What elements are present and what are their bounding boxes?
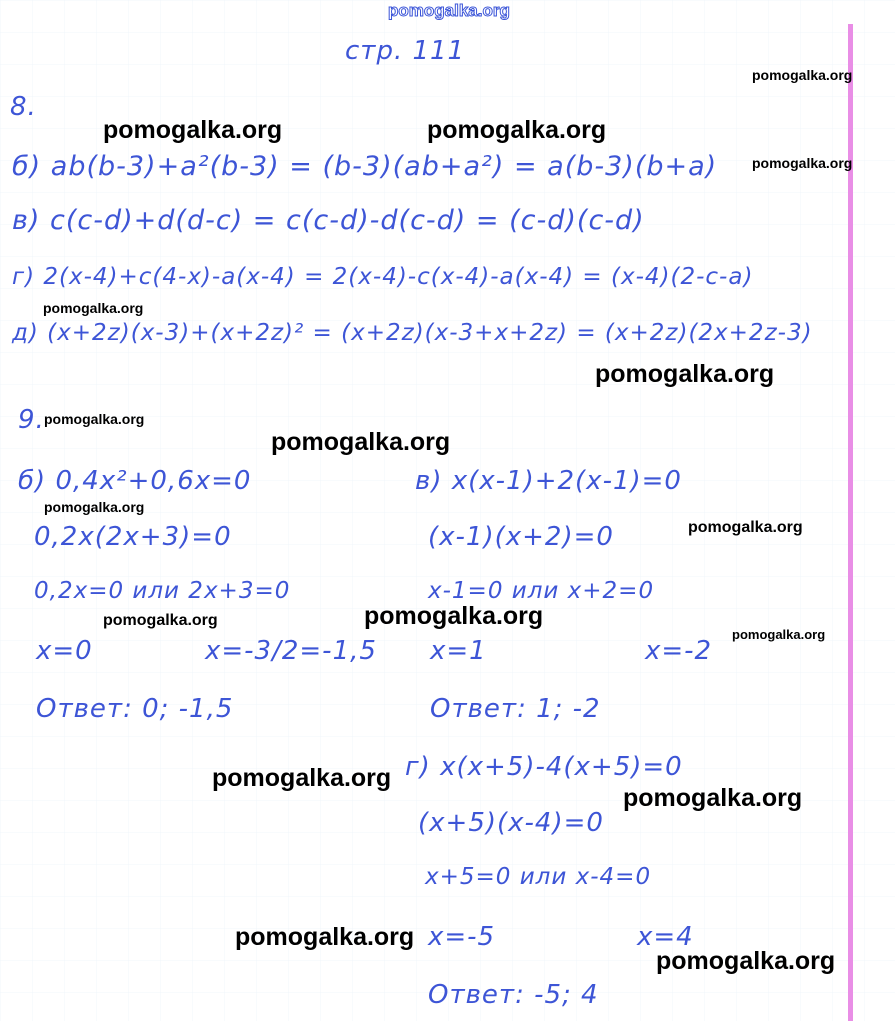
task9b-root-1: x=0 [36,636,93,666]
watermark: pomogalka.org [732,627,826,642]
task9v-line-3: x-1=0 или x+2=0 [428,578,655,604]
watermark: pomogalka.org [427,116,607,144]
task9g-line-1: г) x(x+5)-4(x+5)=0 [405,752,683,782]
task9g-root-1: x=-5 [428,922,496,952]
site-logo: pomogalka.org [388,1,510,20]
watermark: pomogalka.org [44,499,145,515]
watermark: pomogalka.org [623,784,803,812]
watermark: pomogalka.org [103,612,218,629]
watermark: pomogalka.org [364,602,544,630]
watermark: pomogalka.org [271,428,451,456]
task8-number: 8. [10,92,37,122]
task9b-answer: Ответ: 0; -1,5 [36,694,234,724]
watermark: pomogalka.org [688,519,803,536]
task8-line-v: в) c(c-d)+d(d-c) = c(c-d)-d(c-d) = (c-d)(c-d) [12,205,645,236]
task9g-answer: Ответ: -5; 4 [428,980,599,1010]
task9v-line-2: (x-1)(x+2)=0 [428,522,614,552]
watermark: pomogalka.org [44,411,145,427]
watermark: pomogalka.org [656,947,836,975]
task9v-root-1: x=1 [430,636,487,666]
task8-line-g: г) 2(x-4)+c(4-x)-a(x-4) = 2(x-4)-c(x-4)-a(x-4) = (x-4)(2-c-a) [12,264,754,290]
watermark: pomogalka.org [595,360,775,388]
task9g-root-2: x=4 [637,922,694,952]
task9-number: 9. [18,405,45,435]
task9b-line-3: 0,2x=0 или 2x+3=0 [34,578,291,604]
task9v-root-2: x=-2 [645,636,713,666]
task8-line-d: д) (x+2z)(x-3)+(x+2z)² = (x+2z)(x-3+x+2z) = (x+2z)(2x+2z-3) [12,320,813,346]
watermark: pomogalka.org [752,155,853,171]
task9b-line-1: б) 0,4x²+0,6x=0 [18,466,252,496]
margin-line [848,24,853,1021]
task9b-line-2: 0,2x(2x+3)=0 [34,522,232,552]
task9v-line-1: в) x(x-1)+2(x-1)=0 [415,466,682,496]
watermark: pomogalka.org [103,116,283,144]
page-header: стр. 111 [345,36,466,66]
watermark: pomogalka.org [752,67,853,83]
watermark: pomogalka.org [212,764,392,792]
task9g-line-2: (x+5)(x-4)=0 [418,808,604,838]
task9g-line-3: x+5=0 или x-4=0 [425,864,652,890]
task9b-root-2: x=-3/2=-1,5 [205,636,377,666]
watermark: pomogalka.org [235,923,415,951]
watermark: pomogalka.org [43,300,144,316]
task8-line-b: б) ab(b-3)+a²(b-3) = (b-3)(ab+a²) = a(b-3)(b+a) [12,151,718,182]
task9v-answer: Ответ: 1; -2 [430,694,601,724]
